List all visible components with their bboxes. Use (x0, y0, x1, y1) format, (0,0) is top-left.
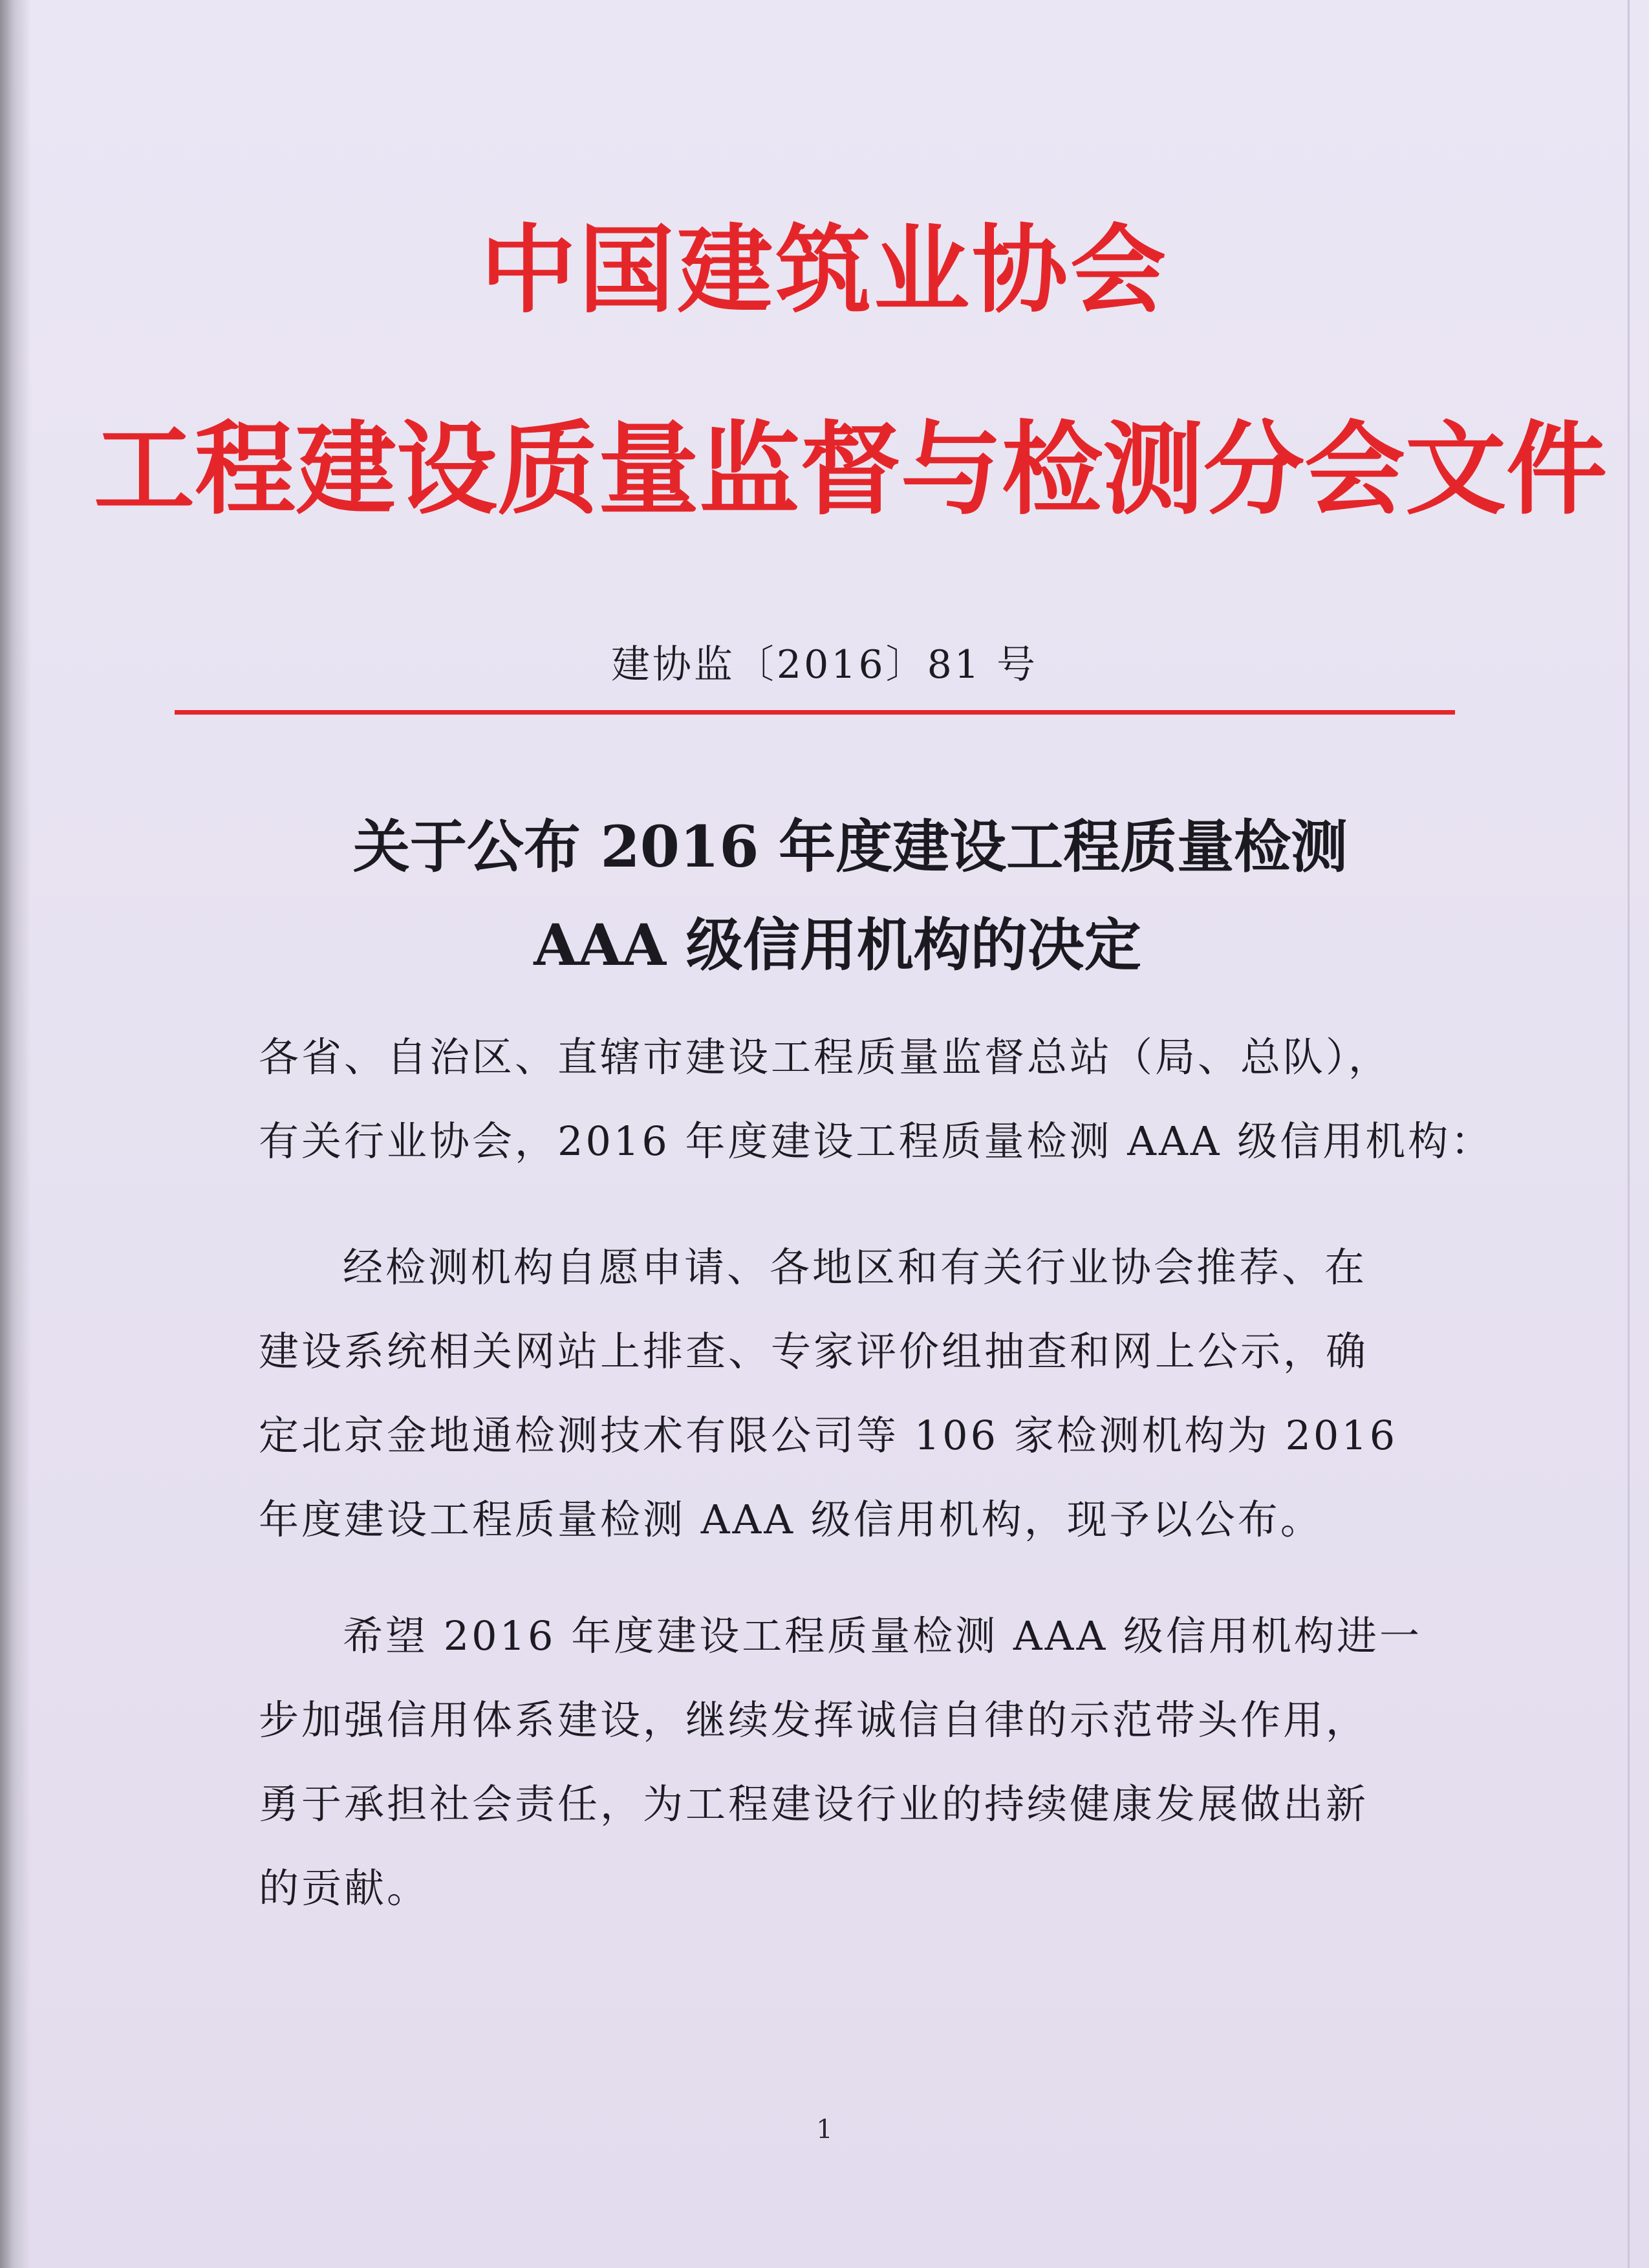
paragraph-2-line-4: 的贡献。 (259, 1864, 430, 1912)
paragraph-1-line-4: 年度建设工程质量检测 AAA 级信用机构，现予以公布。 (259, 1496, 1323, 1543)
paragraph-1-line-1: 经检测机构自愿申请、各地区和有关行业协会推荐、在 (343, 1244, 1368, 1291)
paragraph-2-line-3: 勇于承担社会责任，为工程建设行业的持续健康发展做出新 (259, 1780, 1369, 1828)
salutation (259, 1015, 1494, 1183)
issuer-document-heading: 工程建设质量监督与检测分会文件 (94, 411, 1607, 528)
document-title-line-2: AAA 级信用机构的决定 (534, 911, 1141, 978)
page-edge-shadow (0, 0, 31, 2268)
page-fold-line (1628, 0, 1630, 2268)
document-title-line-1: 关于公布 2016 年度建设工程质量检测 (352, 813, 1348, 880)
salutation-line-2: 有关行业协会，2016 年度建设工程质量检测 AAA 级信用机构： (259, 1118, 1494, 1165)
body-paragraph-1 (259, 1226, 1397, 1562)
red-divider-rule (175, 710, 1455, 715)
paragraph-2-line-2: 步加强信用体系建设，继续发挥诚信自律的示范带头作用， (259, 1696, 1369, 1744)
salutation-line-1: 各省、自治区、直辖市建设工程质量监督总站（局、总队）， (259, 1033, 1392, 1081)
page-number: 1 (816, 2115, 833, 2144)
issuer-name: 中国建筑业协会 (480, 215, 1169, 326)
paragraph-1-line-3: 定北京金地通检测技术有限公司等 106 家检测机构为 2016 (259, 1412, 1398, 1459)
paragraph-1-line-2: 建设系统相关网站上排查、专家评价组抽查和网上公示，确 (259, 1328, 1369, 1375)
document-number: 建协监〔2016〕81 号 (610, 642, 1039, 687)
paragraph-2-line-1: 希望 2016 年度建设工程质量检测 AAA 级信用机构进一 (343, 1612, 1422, 1659)
body-paragraph-2 (259, 1594, 1422, 1930)
